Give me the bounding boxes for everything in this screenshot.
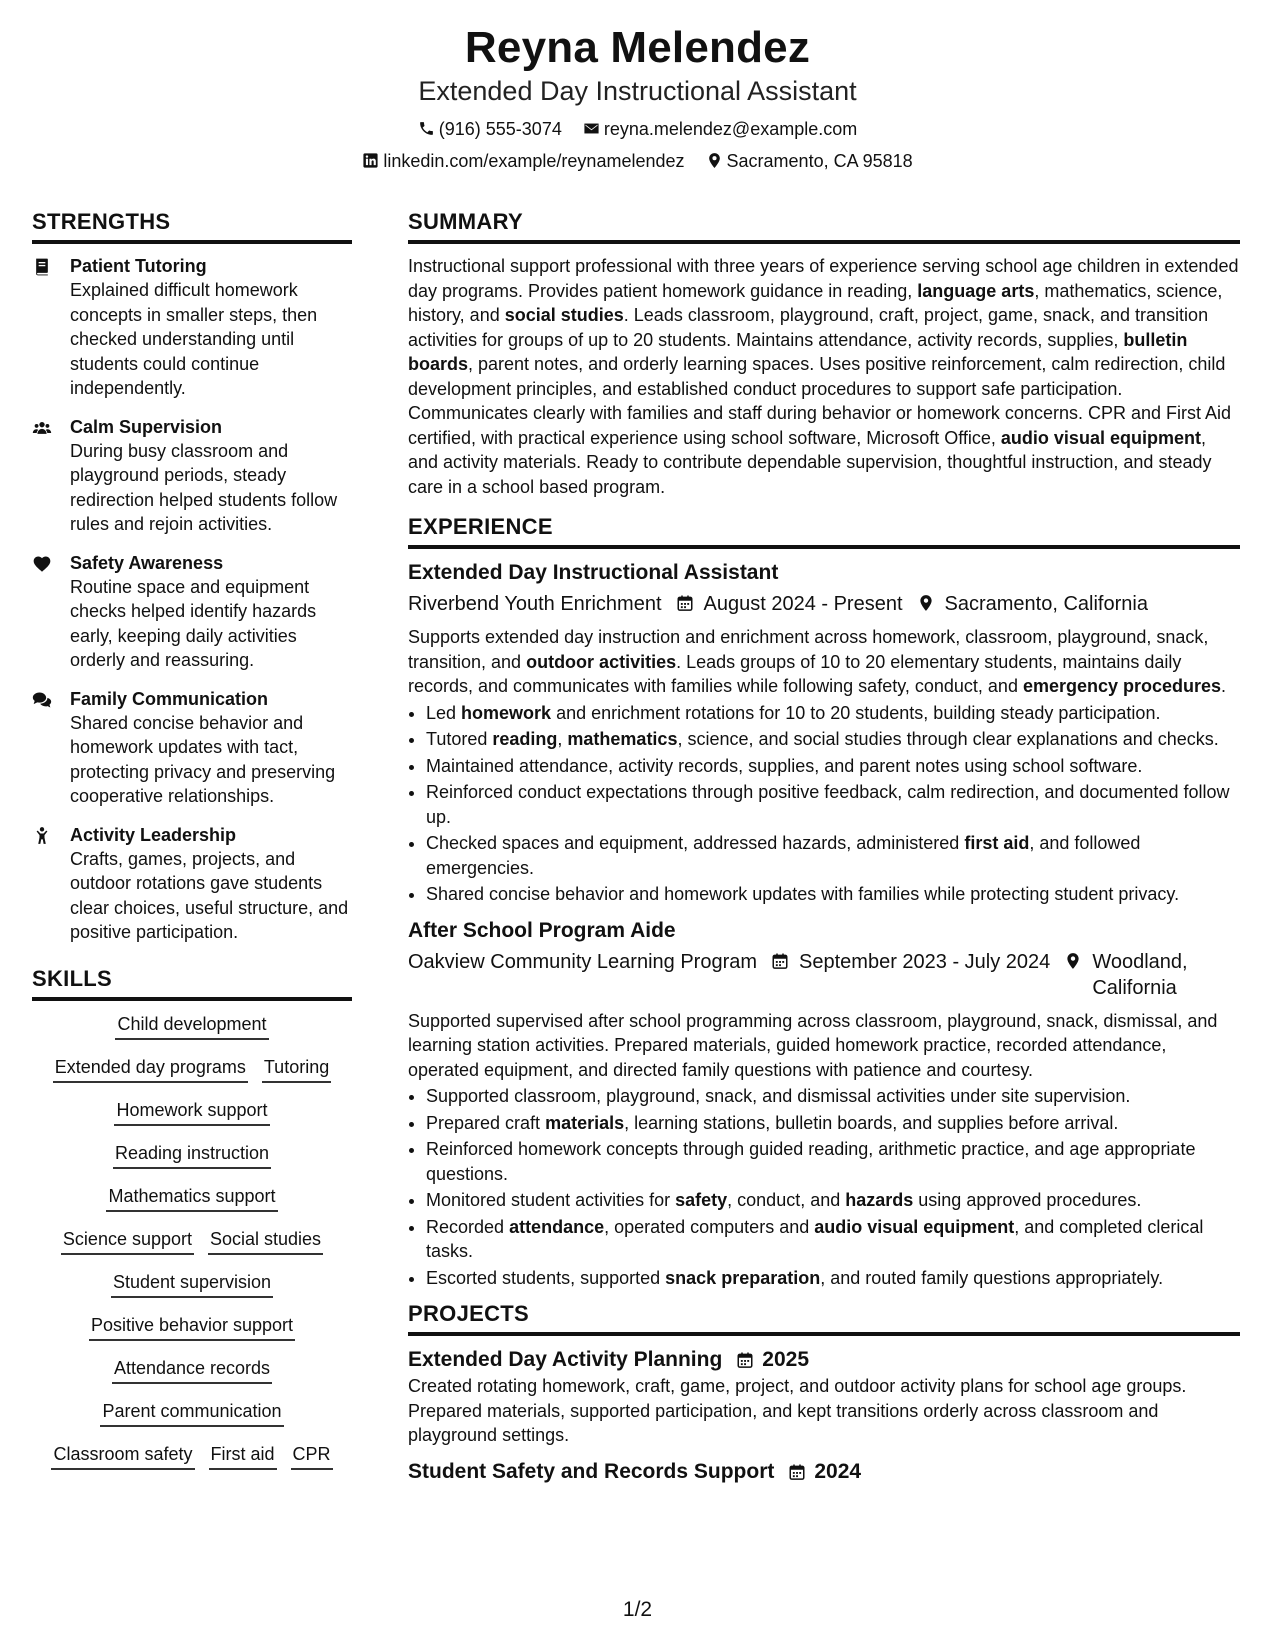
job-description: Supported supervised after school programming across classroom, playground, snack, dismissal, and learning station activities. Prepared materials, guided homework practice, recorded attendance, operated equipment, and directed family questions with patience and courtesy. <box>408 1010 1218 1080</box>
calendar-icon <box>788 1463 806 1481</box>
map-marker-icon <box>706 152 723 169</box>
bullet-item: • Reinforced homework concepts through guided reading, arithmetic practice, and age appropriate questions. <box>426 1137 1240 1186</box>
left-column <box>32 208 352 1484</box>
job-meta <box>408 591 1240 617</box>
strength-title: Patient Tutoring <box>70 256 207 276</box>
bullet-item: • Led homework and enrichment rotations for 10 to 20 students, building steady participation. <box>426 701 1240 726</box>
contact-line-1 <box>0 116 1275 141</box>
strength-desc: During busy classroom and playground periods, steady redirection helped students follow rules and rejoin activities. <box>70 440 338 534</box>
job-title: After School Program Aide <box>408 918 676 942</box>
bullet-item: • Recorded attendance, operated computers and audio visual equipment, and completed clerical tasks. <box>426 1215 1240 1264</box>
summary-text: Instructional support professional with three years of experience serving school age children in extended day programs. Provides patient homework guidance in reading, language arts, mathematics, science, history, and social studies. Leads classroom, playground, craft, project, game, snack, and transition activities for groups of up to 20 students. Maintains attendance, activity records, supplies, bulletin boards, parent notes, and orderly learning spaces. Uses positive reinforcement, calm redirection, child development principles, and established conduct procedures to support safe participation. Communicates clearly with families and staff during behavior or homework concerns. CPR and First Aid certified, with practical experience using school software, Microsoft Office, audio visual equipment, and activity materials. Ready to contribute dependable supervision, thoughtful instruction, and steady care in a school based program. <box>408 256 1239 497</box>
skill-tag: CPR <box>291 1441 333 1470</box>
location-text: Sacramento, CA 95818 <box>726 150 913 171</box>
project-title: Student Safety and Records Support <box>408 1459 775 1483</box>
project-title: Extended Day Activity Planning <box>408 1348 723 1371</box>
candidate-title: Extended Day Instructional Assistant <box>418 76 857 106</box>
bullet-item: • Reinforced conduct expectations through positive feedback, calm redirection, and documented follow up. <box>426 780 1240 829</box>
strengths-heading: STRENGTHS <box>32 208 352 244</box>
job-meta <box>408 949 1240 1001</box>
job-description: Supports extended day instruction and enrichment across homework, classroom, playground, snack, transition, and outdoor activities. Leads groups of 10 to 20 elementary students, maintains daily records, and communicates with families while following safety, conduct, and emergency procedures. <box>408 627 1227 696</box>
strength-item <box>32 551 352 673</box>
strength-item <box>32 687 352 809</box>
job-dates: August 2024 - Present <box>703 593 903 615</box>
project-entry <box>408 1458 1240 1486</box>
phone-icon <box>418 120 435 137</box>
job-location: Sacramento, California <box>944 593 1148 615</box>
skill-tag: First aid <box>209 1441 277 1470</box>
location-contact <box>706 149 913 173</box>
strength-item <box>32 254 352 401</box>
company-name: Riverbend Youth Enrichment <box>408 593 662 615</box>
project-description: Created rotating homework, craft, game, project, and outdoor activity plans for school age groups. Prepared materials, supported participation, and kept transitions orderly across classroom and playground settings. <box>408 1376 1187 1445</box>
skill-tag: Child development <box>115 1011 268 1040</box>
skill-tag: Classroom safety <box>51 1441 194 1470</box>
bullet-item: • Maintained attendance, activity records, supplies, and parent notes using school software. <box>426 754 1240 779</box>
skill-tag: Student supervision <box>111 1269 273 1298</box>
linkedin-contact[interactable] <box>362 149 684 173</box>
strength-desc: Shared concise behavior and homework updates with tact, protecting privacy and preserving cooperative relationships. <box>70 712 336 806</box>
bullet-item: • Prepared craft materials, learning stations, bulletin boards, and supplies before arrival. <box>426 1111 1240 1136</box>
map-marker-icon <box>917 594 935 612</box>
page-number: 1/2 <box>622 1598 653 1621</box>
company-name: Oakview Community Learning Program <box>408 950 758 973</box>
bullet-item: • Monitored student activities for safety, conduct, and hazards using approved procedures. <box>426 1188 1240 1213</box>
envelope-icon <box>583 120 600 137</box>
project-year: 2025 <box>762 1348 810 1371</box>
job-bullets <box>408 701 1240 907</box>
strength-title: Activity Leadership <box>70 824 237 845</box>
map-marker-icon <box>1064 952 1082 970</box>
project-year: 2024 <box>814 1459 862 1483</box>
strength-item <box>32 823 352 945</box>
email-contact[interactable] <box>583 117 857 141</box>
phone-contact[interactable] <box>418 117 562 141</box>
bullet-item: • Shared concise behavior and homework updates with families while protecting student privacy. <box>426 882 1240 907</box>
strength-desc: Routine space and equipment checks helped identify hazards early, keeping daily activities orderly and reassuring. <box>70 576 317 670</box>
comments-icon <box>32 690 52 710</box>
project-title-row <box>408 1346 1240 1374</box>
job-title: Extended Day Instructional Assistant <box>408 561 779 584</box>
child-icon <box>32 826 52 846</box>
job-location: Woodland, California <box>1092 950 1188 999</box>
strength-desc: Crafts, games, projects, and outdoor rotations gave students clear choices, useful structure, and positive participation. <box>70 848 349 942</box>
bullet-item: • Tutored reading, mathematics, science, and social studies through clear explanations and checks. <box>426 727 1240 752</box>
candidate-name: Reyna Melendez <box>464 23 811 72</box>
skill-tag: Attendance records <box>112 1355 272 1384</box>
book-icon <box>32 257 52 277</box>
right-column <box>408 208 1240 1486</box>
skills-heading: SKILLS <box>32 965 352 1001</box>
bullet-item: • Escorted students, supported snack preparation, and routed family questions appropriately. <box>426 1266 1240 1291</box>
linkedin-text: linkedin.com/example/reynamelendez <box>383 150 685 171</box>
bullet-item: • Supported classroom, playground, snack, and dismissal activities under site supervision. <box>426 1084 1240 1109</box>
skill-tag: Positive behavior support <box>89 1312 295 1341</box>
bullet-item: • Checked spaces and equipment, addressed hazards, administered first aid, and followed emergencies. <box>426 831 1240 880</box>
experience-heading: EXPERIENCE <box>408 513 1240 549</box>
skill-tag: Homework support <box>114 1097 269 1126</box>
heart-icon <box>32 554 52 574</box>
contact-line-2 <box>0 147 1275 172</box>
calendar-icon <box>771 952 789 970</box>
strength-item <box>32 415 352 537</box>
job-entry <box>408 559 1240 907</box>
summary-heading: SUMMARY <box>408 208 1240 244</box>
strength-title: Safety Awareness <box>70 552 224 573</box>
skills-list <box>32 1011 352 1471</box>
strength-title: Family Communication <box>70 688 269 709</box>
strength-title: Calm Supervision <box>70 416 223 437</box>
skill-tag: Science support <box>61 1226 194 1255</box>
job-entry <box>408 917 1240 1291</box>
users-icon <box>32 418 52 438</box>
projects-heading: PROJECTS <box>408 1300 1240 1336</box>
project-title-row <box>408 1458 1240 1486</box>
project-entry <box>408 1346 1240 1448</box>
job-bullets <box>408 1084 1240 1290</box>
linkedin-icon <box>362 152 379 169</box>
calendar-icon <box>676 594 694 612</box>
calendar-icon <box>736 1351 754 1369</box>
email-text: reyna.melendez@example.com <box>603 119 858 140</box>
job-dates: September 2023 - July 2024 <box>799 950 1051 973</box>
skill-tag: Mathematics support <box>106 1183 277 1212</box>
resume-header <box>0 22 1275 173</box>
skill-tag: Reading instruction <box>113 1140 271 1169</box>
skill-tag: Social studies <box>208 1226 323 1255</box>
skill-tag: Tutoring <box>262 1054 331 1083</box>
skill-tag: Extended day programs <box>53 1054 248 1083</box>
strength-desc: Explained difficult homework concepts in smaller steps, then checked understanding until students could continue independently. <box>70 280 318 398</box>
phone-text: (916) 555-3074 <box>438 119 562 140</box>
skill-tag: Parent communication <box>100 1398 283 1427</box>
